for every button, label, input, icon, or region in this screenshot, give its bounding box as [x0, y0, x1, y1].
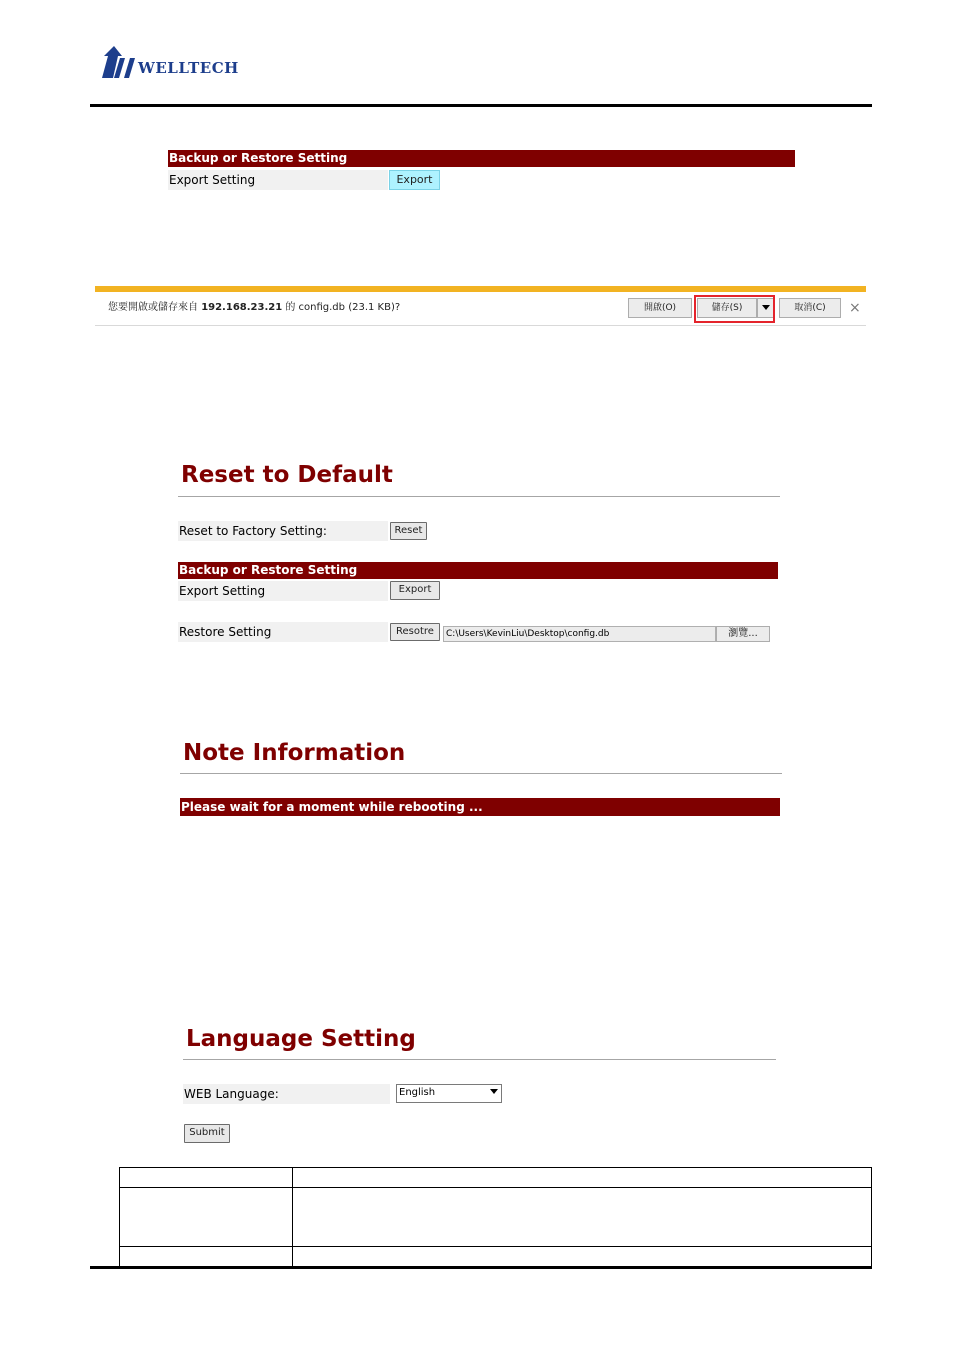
- table-cell: [293, 1247, 872, 1267]
- rebooting-message: Please wait for a moment while rebooting ...: [180, 798, 780, 816]
- reset-heading: Reset to Default: [181, 462, 393, 488]
- table-row: [120, 1168, 872, 1188]
- footer-rule: [90, 1266, 872, 1269]
- download-prompt-mid: 的: [282, 302, 299, 313]
- table-cell: [120, 1188, 293, 1247]
- submit-button[interactable]: Submit: [184, 1124, 230, 1143]
- export-button-2[interactable]: Export: [390, 581, 440, 600]
- chevron-down-icon: [490, 1089, 498, 1094]
- note-heading-rule: [180, 773, 782, 774]
- download-host: 192.168.23.21: [201, 302, 283, 313]
- language-heading-rule: [183, 1059, 776, 1060]
- web-language-selected: English: [399, 1087, 436, 1098]
- export-setting-label: Export Setting: [168, 170, 388, 190]
- open-button[interactable]: 開啟(O): [628, 298, 692, 318]
- table-cell: [120, 1247, 293, 1267]
- restore-button[interactable]: Resotre: [390, 623, 440, 641]
- download-size: (23.1 KB)?: [345, 302, 401, 313]
- table-cell: [120, 1168, 293, 1188]
- info-table: [119, 1167, 872, 1267]
- welltech-logo: [100, 44, 250, 82]
- header-rule: [90, 104, 872, 107]
- close-icon[interactable]: ×: [849, 300, 861, 316]
- table-row: [120, 1188, 872, 1247]
- table-cell: [293, 1188, 872, 1247]
- reset-factory-label: Reset to Factory Setting:: [178, 521, 388, 541]
- restore-file-path-input[interactable]: C:\Users\KevinLiu\Desktop\config.db: [443, 626, 716, 642]
- export-setting-label-2: Export Setting: [178, 581, 388, 601]
- download-filename: config.db: [298, 302, 346, 313]
- download-prompt-prefix: 您要開啟或儲存來自: [108, 302, 202, 313]
- reset-heading-rule: [178, 496, 780, 497]
- reset-button[interactable]: Reset: [390, 522, 427, 540]
- table-cell: [293, 1168, 872, 1188]
- cancel-button[interactable]: 取消(C): [779, 298, 841, 318]
- save-button[interactable]: 儲存(S): [697, 298, 757, 318]
- restore-setting-label: Restore Setting: [178, 622, 388, 642]
- table-row: [120, 1247, 872, 1267]
- language-heading: Language Setting: [186, 1026, 416, 1052]
- backup-restore-bar-2: Backup or Restore Setting: [178, 562, 778, 579]
- download-prompt: [108, 301, 400, 315]
- note-heading: Note Information: [183, 740, 406, 766]
- export-button[interactable]: Export: [389, 170, 440, 190]
- browse-button[interactable]: 瀏覽...: [716, 626, 770, 642]
- web-language-label: WEB Language:: [183, 1084, 390, 1104]
- logo-text: WELLTECH: [138, 59, 239, 77]
- web-language-select[interactable]: [396, 1084, 502, 1103]
- save-highlight: [694, 295, 775, 323]
- backup-restore-bar: Backup or Restore Setting: [168, 150, 795, 167]
